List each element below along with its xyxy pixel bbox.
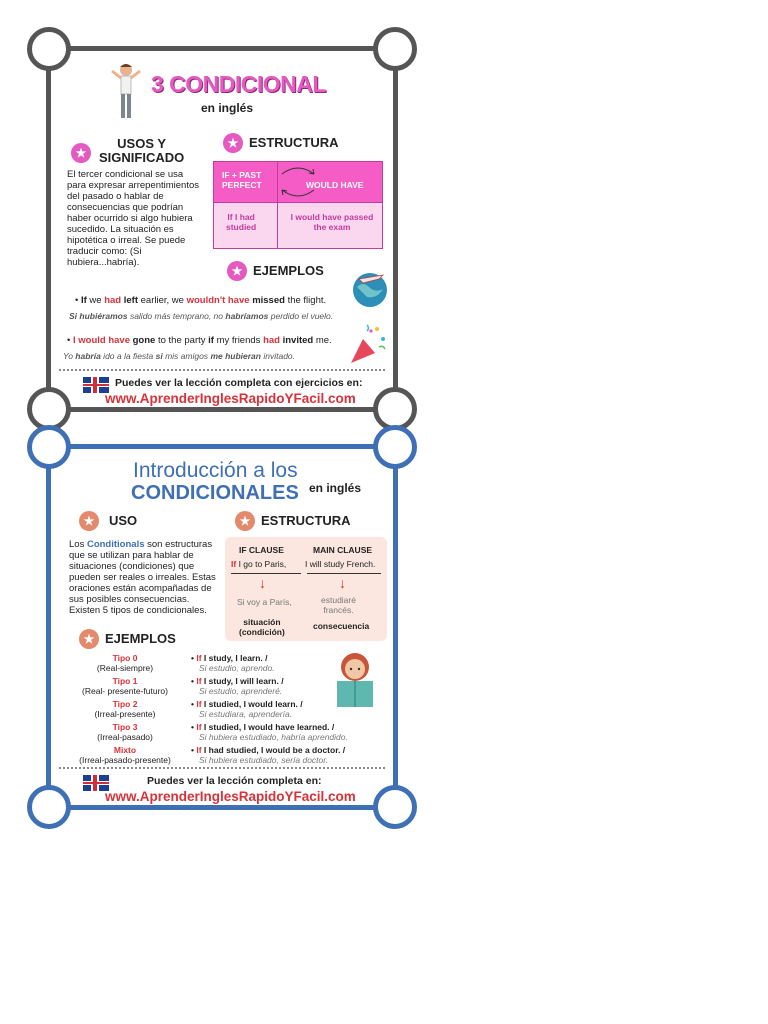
example-es: Si hubiera estudiado, habría aprendido. bbox=[199, 732, 348, 742]
label-situacion-line1: situación bbox=[243, 617, 281, 627]
label-situacion-line2: (condición) bbox=[239, 627, 285, 637]
table-cell-if-line1: If I had bbox=[227, 212, 255, 222]
card-subtitle: en inglés bbox=[201, 101, 254, 115]
tipo-name: Tipo 1 bbox=[112, 676, 138, 686]
structure-table bbox=[213, 161, 383, 249]
if-keyword: If bbox=[196, 699, 202, 709]
ex2-es-word: si bbox=[155, 351, 163, 361]
example-en: • If I studied, I would have learned. / bbox=[191, 722, 335, 732]
tipo-desc: (Real- presente-futuro) bbox=[82, 686, 168, 696]
ex2-es-word: ido a la fiesta bbox=[100, 351, 156, 361]
example-en-rest: I study, I will learn. / bbox=[201, 676, 284, 686]
table-header-if bbox=[222, 170, 262, 190]
ex2-es-word: invitado. bbox=[260, 351, 296, 361]
example-en-rest: I studied, I would have learned. / bbox=[201, 722, 335, 732]
star-icon: ★ bbox=[227, 261, 247, 281]
if-clause-example bbox=[231, 559, 286, 569]
table-cell-would-line1 bbox=[284, 212, 380, 222]
ex2-word: invited bbox=[282, 335, 314, 346]
divider bbox=[59, 767, 385, 769]
ex2-word: me. bbox=[313, 335, 332, 346]
party-popper-icon bbox=[347, 321, 391, 367]
tipo-desc: (Irreal-pasado-presente) bbox=[79, 755, 171, 765]
example-en-rest: I study, I learn. / bbox=[201, 653, 268, 663]
ex1-word: we bbox=[86, 295, 105, 306]
example-en: • If I study, I will learn. / bbox=[191, 676, 284, 686]
underline bbox=[231, 573, 301, 574]
usos-heading-line1: USOS Y bbox=[117, 136, 167, 151]
star-icon: ★ bbox=[223, 133, 243, 153]
table-cell-if bbox=[226, 212, 256, 232]
usos-heading-line2: SIGNIFICADO bbox=[99, 150, 185, 165]
if-keyword: If bbox=[196, 722, 202, 732]
tipos-list bbox=[65, 653, 185, 765]
corner-notch bbox=[27, 425, 71, 469]
if-keyword: If bbox=[196, 676, 202, 686]
card-tercer-condicional bbox=[46, 46, 398, 412]
card-introduccion-condicionales bbox=[46, 444, 398, 810]
label-consecuencia: consecuencia bbox=[313, 621, 370, 631]
example-es: Si estudio, aprenderé. bbox=[199, 686, 283, 696]
card-title-line1: Introducción a los bbox=[133, 459, 298, 482]
example-es: Si estudiara, aprendería. bbox=[199, 709, 293, 719]
estructura-heading: ESTRUCTURA bbox=[261, 513, 351, 528]
example-en: • If I studied, I would learn. / bbox=[191, 699, 303, 709]
example-es: Si estudio, aprendo. bbox=[199, 663, 275, 673]
uso-text-keyword: Conditionals bbox=[86, 539, 145, 550]
ejemplos-heading: EJEMPLOS bbox=[105, 631, 176, 646]
bullet: • bbox=[75, 295, 81, 306]
ex1-es-word: salido más temprano, no bbox=[127, 311, 226, 321]
corner-notch bbox=[27, 785, 71, 829]
tipo-item bbox=[65, 699, 185, 719]
if-keyword: If bbox=[196, 653, 202, 663]
uso-text bbox=[69, 539, 219, 616]
label-situacion bbox=[239, 617, 285, 637]
es-main-translation bbox=[321, 595, 356, 615]
example-en: • If I study, I learn. / bbox=[191, 653, 268, 663]
tipo-name: Tipo 2 bbox=[112, 699, 138, 709]
girl-reading-book-illustration bbox=[329, 649, 381, 709]
ex1-es-word: perdido el vuelo. bbox=[268, 311, 334, 321]
arrow-down-icon: ↓ bbox=[339, 575, 346, 591]
ex2-word: gone bbox=[132, 335, 156, 346]
table-cell-would-part1: I would have bbox=[290, 212, 342, 222]
table-cell-would-line2: the exam bbox=[313, 222, 351, 232]
table-header-would: WOULD HAVE bbox=[306, 180, 364, 190]
example-item bbox=[191, 722, 391, 742]
ex1-es-word: Si hubiéramos bbox=[69, 311, 128, 321]
table-header-if-line1: IF + PAST bbox=[222, 170, 262, 180]
example-es: Si hubiera estudiado, sería doctor. bbox=[199, 755, 329, 765]
cycle-arrows-icon bbox=[264, 164, 334, 200]
es-main-line1: estudiaré bbox=[321, 595, 356, 605]
ex1-word: left bbox=[123, 295, 138, 306]
table-header-if-line2: PERFECT bbox=[222, 180, 262, 190]
table-cell-would bbox=[284, 212, 380, 232]
example-item bbox=[191, 745, 391, 765]
underline bbox=[307, 573, 381, 574]
tipo-item bbox=[65, 653, 185, 673]
example-en-rest: I studied, I would learn. / bbox=[201, 699, 303, 709]
arrow-down-icon: ↓ bbox=[259, 575, 266, 591]
ex2-word: had bbox=[263, 335, 280, 346]
ex2-es-word: habría bbox=[75, 351, 101, 361]
ex2-word: if bbox=[208, 335, 214, 346]
corner-notch bbox=[373, 27, 417, 71]
ex1-word: missed bbox=[252, 295, 285, 306]
footer-text: Puedes ver la lección completa en: bbox=[147, 775, 322, 787]
uso-text-post: son estructuras que se utilizan para hablar de situaciones (condiciones) que pueden ser reales o irreales. Estas oraciones están acompañadas de sus posibles consecuencias. Existen 5 tipos de condicionales. bbox=[69, 539, 216, 616]
ex2-es-word: Yo bbox=[63, 351, 76, 361]
structure-box bbox=[225, 537, 387, 641]
table-cell-would-part2: passed bbox=[341, 212, 374, 222]
ex1-es-word: habríamos bbox=[225, 311, 269, 321]
footer-url-link[interactable]: www.AprenderInglesRapidoYFacil.com bbox=[105, 789, 356, 804]
if-keyword: If bbox=[196, 745, 202, 755]
tipo-name: Mixto bbox=[113, 745, 137, 755]
card-subtitle: en inglés bbox=[309, 481, 362, 495]
tipo-name: Tipo 0 bbox=[112, 653, 138, 663]
card-title-line2: CONDICIONALES bbox=[131, 482, 299, 504]
estructura-heading: ESTRUCTURA bbox=[249, 135, 339, 150]
main-clause-label: MAIN CLAUSE bbox=[313, 545, 373, 555]
ex1-word: earlier, we bbox=[138, 295, 187, 306]
example-1-en bbox=[75, 295, 365, 306]
corner-notch bbox=[373, 785, 417, 829]
table-divider bbox=[214, 202, 382, 203]
footer-url-link[interactable]: www.AprenderInglesRapidoYFacil.com bbox=[105, 391, 356, 406]
ex2-es-word: me hubieran bbox=[210, 351, 261, 361]
person-shrug-illustration bbox=[109, 61, 143, 123]
tipo-item bbox=[65, 745, 185, 765]
star-icon: ★ bbox=[235, 511, 255, 531]
if-clause-rest: I go to Paris, bbox=[236, 559, 287, 569]
example-en-rest: I had studied, I would be a doctor. / bbox=[201, 745, 346, 755]
star-icon: ★ bbox=[79, 511, 99, 531]
example-en: • If I had studied, I would be a doctor. / bbox=[191, 745, 346, 755]
example-1-es bbox=[69, 311, 389, 321]
ex1-word: If bbox=[80, 295, 87, 306]
if-keyword: If bbox=[231, 559, 237, 569]
tipo-desc: (Real-siempre) bbox=[96, 663, 154, 673]
tipo-name: Tipo 3 bbox=[112, 722, 138, 732]
usos-text: El tercer condicional se usa para expresar arrepentimientos del pasado o hablar de consecuencias que podrían haber ocurrido si algo hubiera sucedido. La situación es hipotética o irreal. Se puede traducir como: (Si hubiera...habría). bbox=[67, 169, 200, 268]
tipo-item bbox=[65, 676, 185, 696]
main-clause-example: I will study French. bbox=[305, 559, 376, 569]
star-icon: ★ bbox=[79, 629, 99, 649]
example-2-es bbox=[63, 351, 363, 361]
ex1-word: wouldn't have bbox=[186, 295, 250, 306]
tipo-item bbox=[65, 722, 185, 742]
card-title: 3 CONDICIONAL bbox=[151, 71, 326, 97]
ex1-word: had bbox=[104, 295, 122, 306]
tipo-desc: (Irreal-presente) bbox=[94, 709, 156, 719]
corner-notch bbox=[373, 425, 417, 469]
star-icon: ★ bbox=[71, 143, 91, 163]
divider bbox=[59, 369, 385, 371]
footer-text: Puedes ver la lección completa con ejercicios en: bbox=[115, 377, 363, 389]
es-if-translation: Si voy a París, bbox=[237, 597, 292, 607]
uso-text-pre: Los bbox=[69, 539, 87, 550]
usos-heading bbox=[99, 137, 184, 165]
ex1-word: the flight. bbox=[284, 295, 327, 306]
bullet: • bbox=[67, 335, 73, 346]
ejemplos-heading: EJEMPLOS bbox=[253, 263, 324, 278]
es-main-line2: francés. bbox=[323, 605, 354, 615]
if-clause-label: IF CLAUSE bbox=[239, 545, 284, 555]
ex2-word: I would have bbox=[72, 335, 130, 346]
uso-heading: USO bbox=[109, 513, 138, 528]
ex2-word: to the party bbox=[155, 335, 209, 346]
corner-notch bbox=[27, 27, 71, 71]
example-2-en bbox=[67, 335, 367, 346]
ex2-es-word: mis amigos bbox=[162, 351, 211, 361]
ex2-word: my friends bbox=[213, 335, 264, 346]
table-cell-if-line2: studied bbox=[226, 222, 257, 232]
tipo-desc: (Irreal-pasado) bbox=[97, 732, 153, 742]
